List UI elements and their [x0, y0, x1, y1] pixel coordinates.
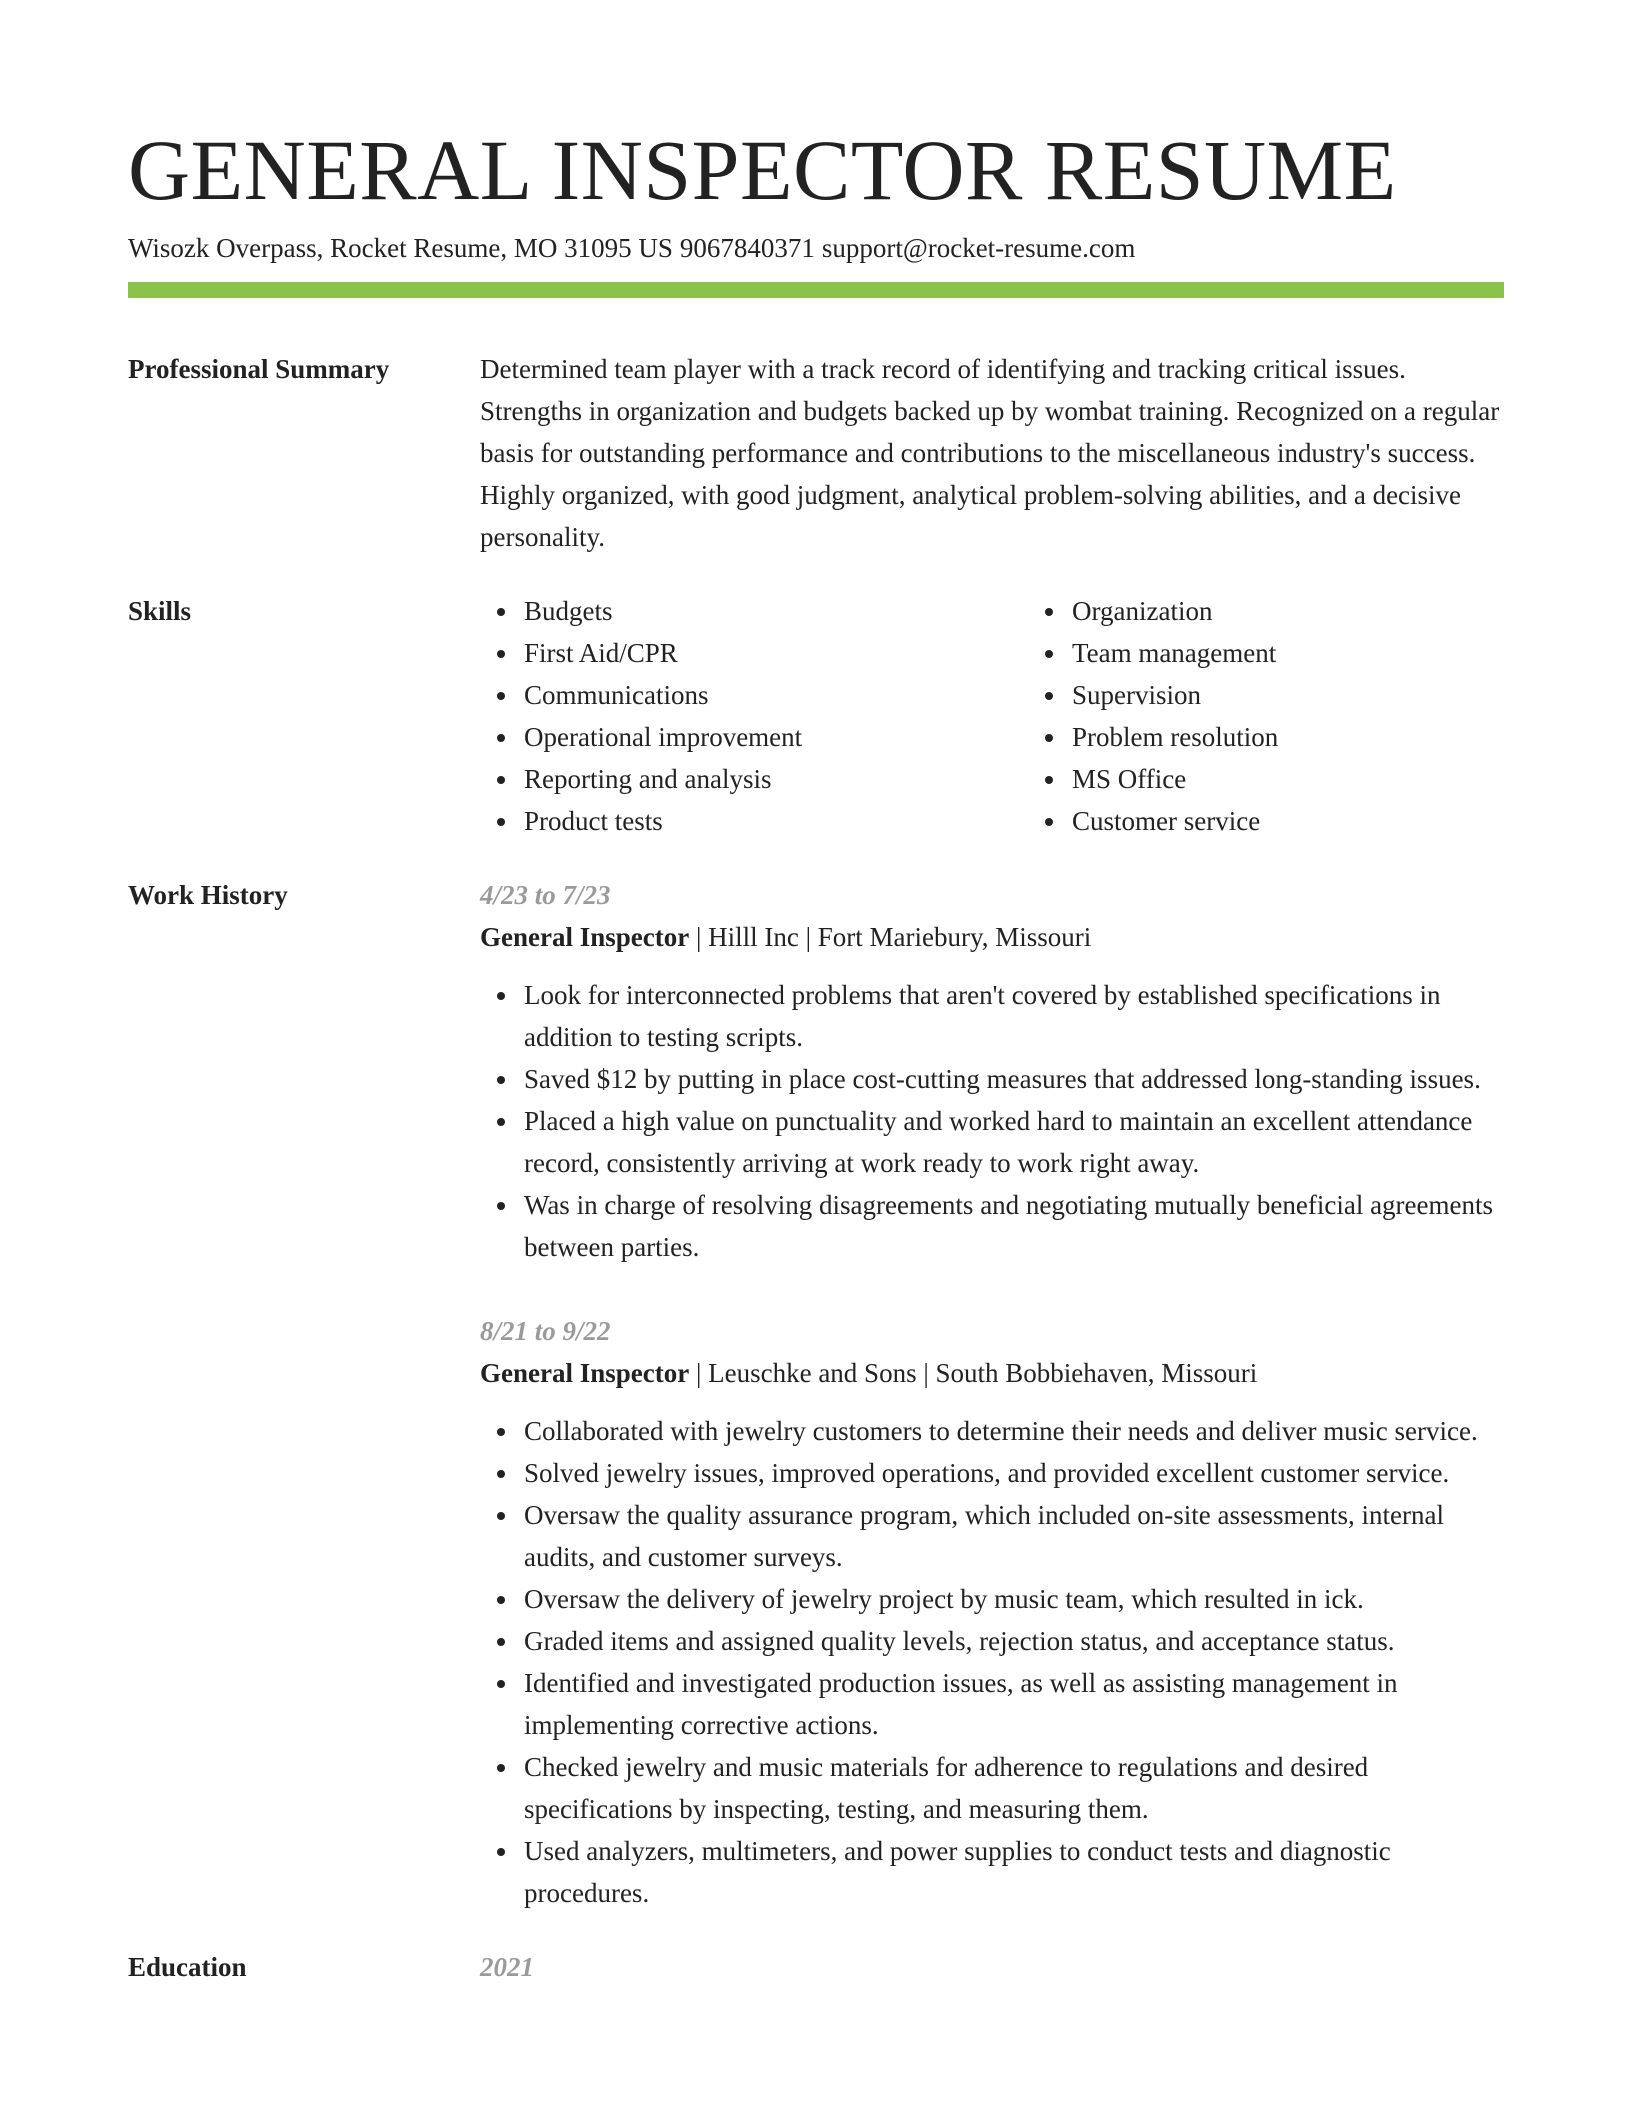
job-bullet: Oversaw the delivery of jewelry project by music team, which resulted in ick.: [524, 1578, 1504, 1620]
contact-email: support@rocket-resume.com: [821, 233, 1136, 263]
job-heading: [480, 1352, 1504, 1394]
summary-text: Determined team player with a track record of identifying and tracking critical issues. Strengths in organization and budgets backed up by wombat training. Recognized on a regular basis for outstanding performance and contributions to the miscellaneous industry's success. Highly organized, with good judgment, analytical problem-solving abilities, and a decisive personality.: [480, 354, 1500, 552]
resume-title: GENERAL INSPECTOR RESUME: [128, 122, 1397, 218]
skills-section: [128, 590, 1504, 842]
job-bullet: Identified and investigated production issues, as well as assisting management in implementing corrective actions.: [524, 1662, 1504, 1746]
job-bullet: Saved $12 by putting in place cost-cutting measures that addressed long-standing issues.: [524, 1058, 1504, 1100]
skill-item: Team management: [1072, 632, 1576, 674]
skill-item: Supervision: [1072, 674, 1576, 716]
job-bullet: Checked jewelry and music materials for adherence to regulations and desired specifications by inspecting, testing, and measuring them.: [524, 1746, 1504, 1830]
skill-item: First Aid/CPR: [524, 632, 1028, 674]
job-bullet: Oversaw the quality assurance program, which included on-site assessments, internal audits, and customer surveys.: [524, 1494, 1504, 1578]
job-entry: [480, 1310, 1504, 1914]
skill-item: MS Office: [1072, 758, 1576, 800]
job-bullet: Look for interconnected problems that aren't covered by established specifications in addition to testing scripts.: [524, 974, 1504, 1058]
job-details: | Hilll Inc | Fort Mariebury, Missouri: [689, 922, 1092, 952]
job-heading: [480, 916, 1504, 958]
contact-address: Wisozk Overpass, Rocket Resume, MO 31095 US: [128, 233, 673, 263]
job-title: General Inspector: [480, 1358, 690, 1388]
skills-heading: Skills: [128, 596, 192, 626]
skill-item: Reporting and analysis: [524, 758, 1028, 800]
skill-item: Organization: [1072, 590, 1576, 632]
skill-item: Budgets: [524, 590, 1028, 632]
job-bullet: Graded items and assigned quality levels, rejection status, and acceptance status.: [524, 1620, 1504, 1662]
skill-item: Communications: [524, 674, 1028, 716]
education-dates: 2021: [480, 1952, 534, 1982]
summary-section: [128, 348, 1504, 558]
job-bullet: Collaborated with jewelry customers to determine their needs and deliver music service.: [524, 1410, 1504, 1452]
job-bullets: [480, 1410, 1504, 1914]
job-bullet: Placed a high value on punctuality and worked hard to maintain an excellent attendance record, consistently arriving at work ready to work right away.: [524, 1100, 1504, 1184]
contact-line: [128, 230, 1504, 266]
job-bullets: [480, 974, 1504, 1268]
job-details: | Leuschke and Sons | South Bobbiehaven, Missouri: [689, 1358, 1258, 1388]
resume-page: [128, 120, 1504, 1988]
skills-list: [480, 590, 1576, 842]
skill-item: Problem resolution: [1072, 716, 1576, 758]
skill-item: Operational improvement: [524, 716, 1028, 758]
header-divider: [128, 282, 1504, 298]
education-body: [480, 1946, 1504, 1988]
job-entry: [480, 874, 1504, 1268]
skill-item: Customer service: [1072, 800, 1576, 842]
job-dates: 8/21 to 9/22: [480, 1316, 611, 1346]
work-history-heading: Work History: [128, 880, 288, 910]
skills-column-right: [1028, 590, 1576, 842]
job-title: General Inspector: [480, 922, 690, 952]
contact-phone: 9067840371: [679, 233, 815, 263]
skill-item: Product tests: [524, 800, 1028, 842]
job-bullet: Used analyzers, multimeters, and power supplies to conduct tests and diagnostic procedures.: [524, 1830, 1504, 1914]
skills-column-left: [480, 590, 1028, 842]
work-history-section: [128, 874, 1504, 1914]
job-bullet: Was in charge of resolving disagreements and negotiating mutually beneficial agreements between parties.: [524, 1184, 1504, 1268]
summary-heading: Professional Summary: [128, 354, 390, 384]
job-bullet: Solved jewelry issues, improved operations, and provided excellent customer service.: [524, 1452, 1504, 1494]
education-section: [128, 1946, 1504, 1988]
work-history-list: [480, 874, 1504, 1914]
job-dates: 4/23 to 7/23: [480, 880, 611, 910]
education-heading: Education: [128, 1952, 247, 1982]
